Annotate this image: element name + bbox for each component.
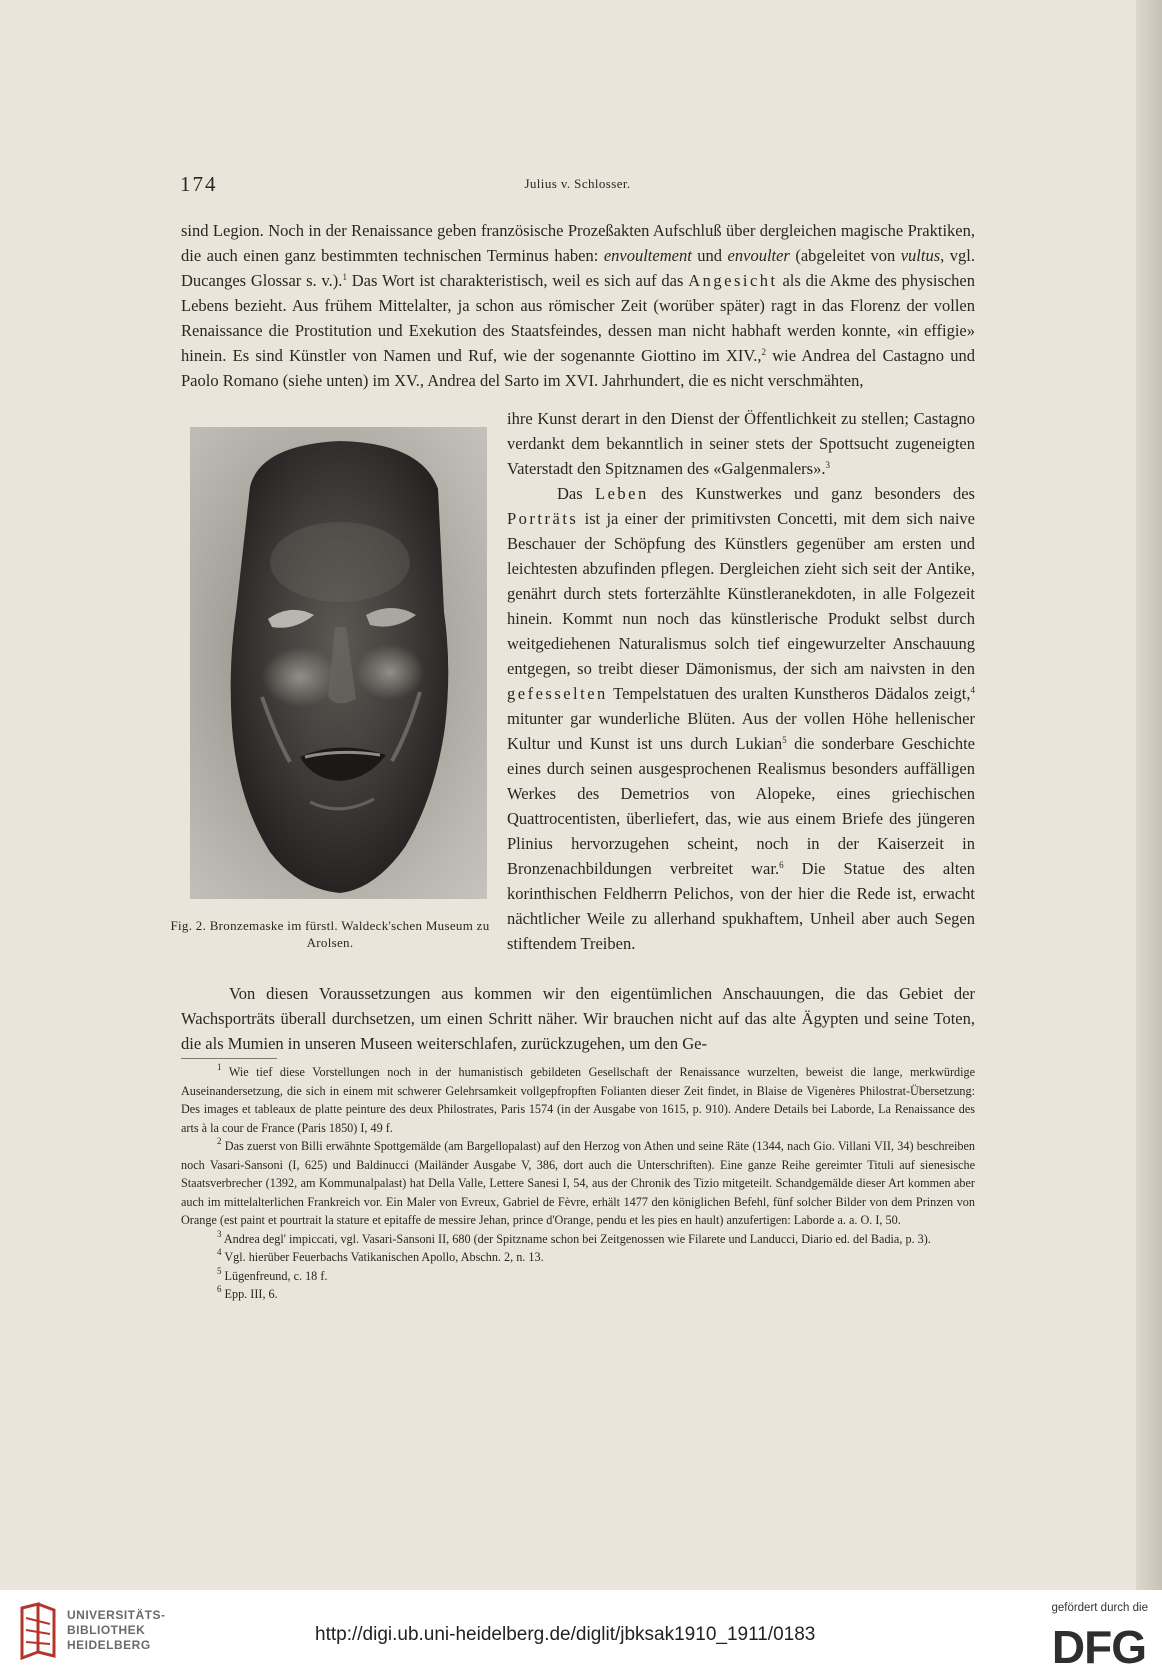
footnote-ref-3: 3 — [825, 460, 830, 470]
column-text: ihre Kunst derart in den Dienst der Öffentlichkeit zu stellen; Castagno verdankt dem bekanntlich in seiner stets der Spottsucht zugeneigten Vaterstadt den Spitznamen des «Galgenmalers».$^3$ Das Leben des Kunstwerkes und ganz besonders des Porträts ist ja einer der primitivsten Concetti, mit dem sich naive Beschauer der Schöpfung des Künstlers gegenüber am ersten und leichtesten abzufinden pflegen. Dergleichen zieht sich seit der Antike, genährt durch stets forterzählte Künstleranekdoten, in alle Folgezeit hinein. Kommt nun noch das künstlerische Produkt selbst durch weitgediehenen Naturalismus solch tief eingewurzelter Anschauung entgegen, so treibt dieser Dämonismus, der sich am naivsten in den gefesselten Tempelstatuen des uralten Kunstheros Dädalos zeigt,$^4$ mitunter gar wunderliche Blüten. Aus der vollen Höhe hellenischer Kultur und Kunst ist uns durch Lukian$^5$ die sonderbare Geschichte eines durch seinen ausgesprochenen Realismus besonders auffälligen Werkes des Demetrios von Alopeke, eines griechischen Quattrocentisten, überliefert, das, wie aus einem Briefe des jüngeren Plinius hervorzugehen scheint, noch in der Kaiserzeit in Bronzenachbildungen verbreitet war.$^6$ Die Statue des alten korinthischen Feldherrn Pelichos, von der hier die Rede ist, erwacht nächtlicher Weile zu allerhand spukhaftem, Unheil aber auch Segen stiftendem Treiben. — [507, 409, 975, 953]
footnote-ref-2: 2 — [761, 347, 766, 357]
library-name: UNIVERSITÄTS- BIBLIOTHEK HEIDELBERG — [67, 1608, 166, 1652]
viewer-footer — [0, 1590, 1162, 1677]
footnote-ref-4: 4 — [970, 685, 975, 695]
figure-bronze-mask — [190, 427, 487, 899]
footnote-ref-1: 1 — [342, 272, 347, 282]
university-library-logo-icon — [16, 1602, 60, 1662]
figure-caption: Fig. 2. Bronzemaske im fürstl. Waldeck'schen Museum zu Arolsen. — [170, 918, 490, 950]
permalink-url[interactable]: http://digi.ub.uni-heidelberg.de/diglit/jbksak1910_1911/0183 — [315, 1624, 816, 1645]
paragraph-1: sind Legion. Noch in der Renaissance geben französische Prozeßakten Aufschluß über dergleichen magische Praktiken, die auch einen ganz bestimmten technischen Terminus haben: envoultement und envoulter (abgeleitet von vultus, vgl. Ducanges Glossar s. v.).$^1$ Das Wort ist charakteristisch, weil es sich auf das Angesicht als die Akme des physischen Lebens bezieht. Aus frühem Mittelalter, ja schon aus römischer Zeit (worüber später) ragt in das Florenz der vollen Renaissance die Prostitution und Exekution des Staatsfeindes, dessen man nicht habhaft werden konnte, «in effigie» hinein. Es sind Künstler von Namen und Ruf, wie der sogenannte Giottino im XIV.,$^2$ wie Andrea del Castagno und Paolo Romano (siehe unten) im XV., Andrea del Sarto im XVI. Jahrhundert, die es nicht verschmähten, — [181, 221, 976, 390]
page-header — [180, 172, 975, 196]
footnote: $^5$ Lügenfreund, c. 18 f. — [217, 1265, 328, 1283]
mask-photograph — [190, 427, 487, 899]
footnote: $^4$ Vgl. hierüber Feuerbachs Vatikanischen Apollo, Abschn. 2, n. 13. — [217, 1247, 544, 1264]
footnote: $^1$ Wie tief diese Vorstellungen noch in der humanistisch gebildeten Gesellschaft der Renaissance wurzelten, beweist die lange, merkwürdige Auseinandersetzung, die sich in einem mit schwerer Gelehrsamkeit vollgepfropften Folianten dieser Zeit findet, in Blaise de Vigenères Philostrat-Übersetzung: Des images et tableaux de platte peinture des deux Philostrates, Paris 1574 (in der Ausgabe von 1615, p. 910). Andere Details bei Laborde, La Renaissance des arts à la cour de France (Paris 1850) I, 49 f. — [181, 1062, 976, 1135]
page-number: 174 — [180, 172, 218, 196]
footnote: $^2$ Das zuerst von Billi erwähnte Spottgemälde (am Bargellopalast) auf den Herzog von Athen und seine Räte (1344, nach Gio. Villani VII, 34) beschreiben noch Vasari-Sansoni (I, 625) und Baldinucci (Mailänder Ausgabe V, 386, dort auch die Unterschriften). Eine ganze Reihe gereimter Tituli auf sienesische Staatsverbrecher (1392, am Kommunalpalast) hat Della Valle, Lettere Sanesi I, 54, aus der Chronik des Tizio mitgeteilt. Schandgemälde dieser Art kommen aber auch im mittelalterlichen Frankreich vor. Ein Maler von Evreux, Gabriel de Fèvre, erhält 1477 den königlichen Befehl, fünf solcher Bilder von dem Prinzen von Orange (est paint et pourtrait la stature et epitaffe de messire Jehan, prince d'Orange, pendu et les pies en hault) anzufertigen: Laborde a. a. O. I, 50. — [181, 1136, 975, 1227]
funding-label: gefördert durch die — [1051, 1602, 1148, 1614]
footnote-separator — [181, 1058, 277, 1059]
paragraph-3: Von diesen Voraussetzungen aus kommen wir den eigentümlichen Anschauungen, die das Gebiet der Wachsporträts überall durchsetzen, um einen Schritt näher. Wir brauchen nicht auf das alte Ägypten und seine Toten, die als Mumien in unseren Museen weiterschlafen, zurückzugehen, um den Ge- — [181, 984, 975, 1053]
running-head: Julius v. Schlosser. — [524, 176, 631, 191]
dfg-logo: DFG — [1051, 1621, 1146, 1673]
footnotes — [181, 1063, 975, 1304]
footnote: $^3$ Andrea degl' impiccati, vgl. Vasari-Sansoni II, 680 (der Spitzname schon bei Zeitgenossen wie Filarete und Landucci, Diario ed. del Badia, p. 3). — [217, 1228, 931, 1246]
footnote-ref-5: 5 — [782, 735, 787, 745]
page-edge — [1136, 0, 1162, 1590]
footnote-ref-6: 6 — [779, 860, 784, 870]
footnote: $^6$ Epp. III, 6. — [217, 1284, 278, 1301]
